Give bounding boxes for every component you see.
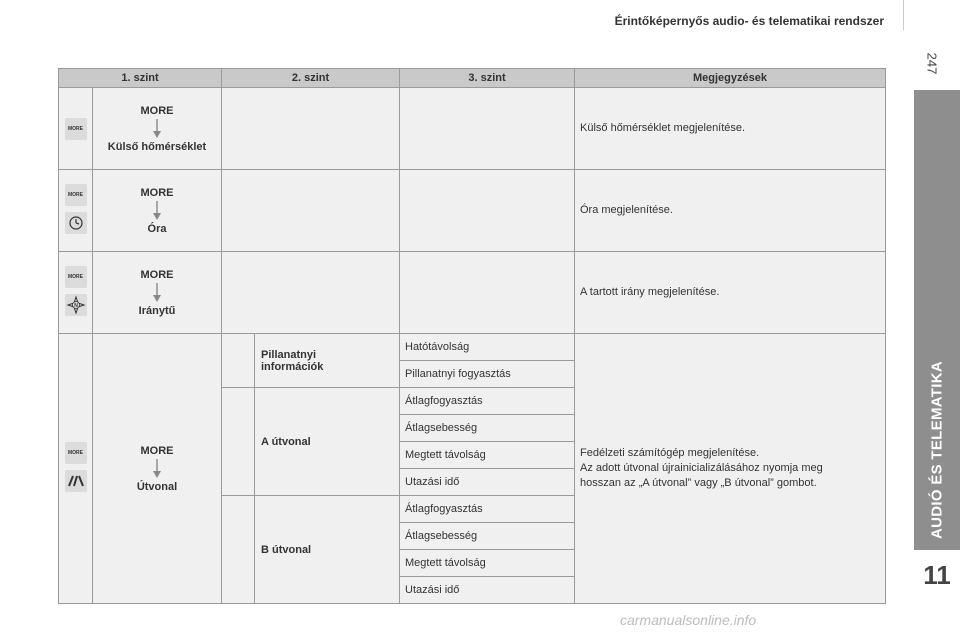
submenu-item: Utazási idő [400,469,575,496]
more-icon: MORE [65,442,87,464]
more-icon: MORE [65,118,87,140]
menu-item-label: Külső hőmérséklet [107,140,207,153]
submenu-item: Átlagsebesség [400,415,575,442]
menu-item-label: Iránytű [138,304,176,317]
chapter-side-tab-label: AUDIÓ ÉS TELEMATIKA [928,361,946,539]
submenu-item: Hatótávolság [400,334,575,361]
submenu-group-label-line: A útvonal [261,435,311,448]
more-icon: MORE [65,184,87,206]
submenu-group-label-line: B útvonal [261,543,312,556]
submenu-group-label-line: Pillanatnyi [261,348,317,361]
submenu-group-label [255,334,400,388]
empty-cell [222,88,400,170]
compass-icon [65,294,87,316]
submenu-item: Utazási idő [400,577,575,604]
empty-cell [222,496,255,604]
empty-cell [222,252,400,334]
icon-cell [59,170,93,252]
menu-path-cell [93,170,222,252]
empty-cell [222,334,255,388]
remark-line: Fedélzeti számítógép megjelenítése. [580,447,760,459]
trip-computer-icon [65,470,87,492]
remark-cell: Óra megjelenítése. [575,170,886,252]
table-header-row [59,69,886,88]
table-row [59,170,886,252]
submenu-group-label [255,388,400,496]
arrow-down-icon [152,459,162,479]
more-icon: MORE [65,266,87,288]
submenu-item: Megtett távolság [400,442,575,469]
header-level-1: 1. szint [59,69,222,88]
clock-icon [65,212,87,234]
remark-cell: A tartott irány megjelenítése. [575,252,886,334]
submenu-item: Átlagfogyasztás [400,496,575,523]
menu-path-cell [93,334,222,604]
more-label: MORE [140,186,174,199]
table-row [59,88,886,170]
empty-cell [222,388,255,496]
menu-path-cell [93,252,222,334]
submenu-item: Megtett távolság [400,550,575,577]
arrow-down-icon [152,201,162,221]
arrow-down-icon [152,119,162,139]
table-row [59,334,886,361]
page-number: 247 [924,52,940,75]
menu-item-label: Útvonal [136,480,178,493]
header-remarks: Megjegyzések [575,69,886,88]
watermark: carmanualsonline.info [620,612,757,628]
icon-cell [59,88,93,170]
header-divider [903,0,904,30]
icon-cell [59,252,93,334]
table-row [59,252,886,334]
submenu-item: Pillanatnyi fogyasztás [400,361,575,388]
empty-cell [400,88,575,170]
empty-cell [222,170,400,252]
more-label: MORE [140,268,174,281]
page-header-title: Érintőképernyős audio- és telematikai rendszer [614,14,884,28]
empty-cell [400,252,575,334]
header-level-3: 3. szint [400,69,575,88]
submenu-item: Átlagsebesség [400,523,575,550]
remark-cell: Külső hőmérséklet megjelenítése. [575,88,886,170]
header-level-2: 2. szint [222,69,400,88]
arrow-down-icon [152,283,162,303]
submenu-group-label-line: információk [261,360,324,373]
menu-path-cell [93,88,222,170]
icon-cell [59,334,93,604]
empty-cell [400,170,575,252]
more-label: MORE [140,444,174,457]
remark-line: Az adott útvonal újrainicializálásához nyomja meg [580,462,823,474]
compass-icon-label: N [73,303,78,309]
more-label: MORE [140,104,174,117]
remark-line: hosszan az „A útvonal” vagy „B útvonal” gombot. [580,477,817,489]
remark-cell [575,334,886,604]
submenu-item: Átlagfogyasztás [400,388,575,415]
menu-item-label: Óra [147,222,167,235]
menu-table [58,68,886,604]
chapter-number: 11 [923,560,951,590]
submenu-group-label [255,496,400,604]
